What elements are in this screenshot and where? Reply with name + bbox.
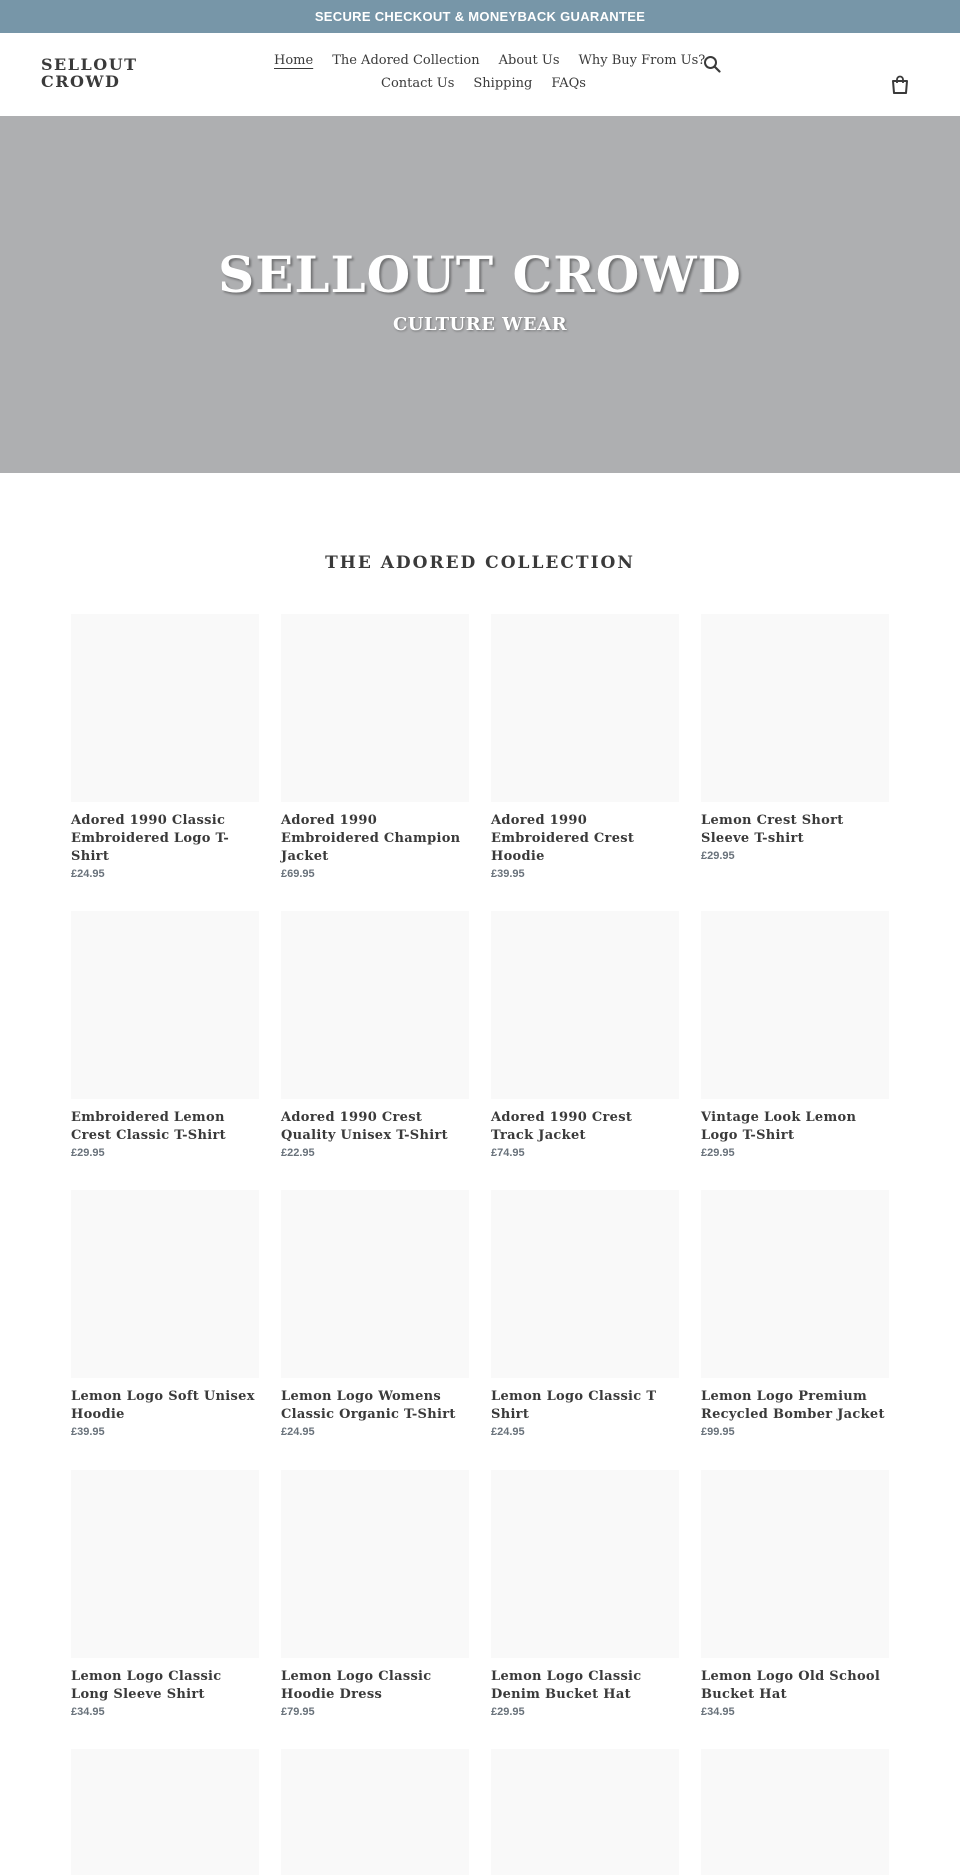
product-price: £99.95	[701, 1426, 735, 1438]
product-name[interactable]: Lemon Logo Womens Classic Organic T-Shirt	[281, 1389, 456, 1422]
product-image[interactable]	[281, 614, 469, 802]
product-card[interactable]	[701, 911, 889, 1159]
product-card[interactable]	[71, 911, 259, 1159]
product-image[interactable]	[701, 1749, 889, 1875]
product-image[interactable]	[71, 1749, 259, 1875]
product-name[interactable]: Adored 1990 Embroidered Champion Jacket	[281, 813, 461, 864]
product-name[interactable]: Adored 1990 Crest Track Jacket	[491, 1110, 633, 1143]
product-card[interactable]	[701, 1749, 889, 1875]
announcement-text: SECURE CHECKOUT & MONEYBACK GUARANTEE	[314, 9, 646, 24]
product-card[interactable]	[491, 1190, 679, 1438]
site-header	[0, 33, 960, 116]
nav-home[interactable]: Home	[274, 53, 314, 68]
product-card[interactable]	[491, 1470, 679, 1718]
hero-title: SELLOUT CROWD	[218, 245, 742, 304]
product-price: £39.95	[491, 868, 525, 880]
search-icon	[703, 55, 721, 73]
product-card[interactable]	[71, 1190, 259, 1438]
product-card[interactable]	[491, 911, 679, 1159]
product-price: £29.95	[71, 1147, 105, 1159]
nav-faqs[interactable]: FAQs	[551, 76, 586, 91]
product-image[interactable]	[701, 614, 889, 802]
product-image[interactable]	[491, 911, 679, 1099]
product-card[interactable]	[281, 1749, 469, 1875]
nav-why-buy[interactable]: Why Buy From Us?	[578, 53, 706, 68]
product-card[interactable]	[281, 1190, 469, 1438]
product-name[interactable]: Lemon Logo Classic Denim Bucket Hat	[491, 1669, 642, 1702]
product-image[interactable]	[71, 1190, 259, 1378]
product-name[interactable]: Lemon Logo Soft Unisex Hoodie	[71, 1389, 255, 1422]
product-image[interactable]	[71, 614, 259, 802]
product-image[interactable]	[491, 1190, 679, 1378]
product-price: £22.95	[281, 1147, 315, 1159]
product-card[interactable]	[281, 614, 469, 880]
product-name[interactable]: Lemon Logo Classic Long Sleeve Shirt	[71, 1669, 222, 1702]
product-image[interactable]	[71, 911, 259, 1099]
product-name[interactable]: Embroidered Lemon Crest Classic T-Shirt	[71, 1110, 226, 1143]
hero-subtitle: CULTURE WEAR	[392, 314, 568, 335]
product-image[interactable]	[491, 1749, 679, 1875]
product-card[interactable]	[491, 1749, 679, 1875]
product-card[interactable]	[281, 911, 469, 1159]
product-card[interactable]	[701, 1190, 889, 1438]
product-name[interactable]: Lemon Logo Premium Recycled Bomber Jacket	[701, 1389, 885, 1422]
product-image[interactable]	[701, 911, 889, 1099]
product-image[interactable]	[71, 1470, 259, 1658]
product-price: £34.95	[71, 1706, 105, 1718]
product-name[interactable]: Lemon Logo Classic T Shirt	[491, 1389, 657, 1422]
site-logo[interactable]: SELLOUT CROWD	[41, 55, 138, 91]
product-image[interactable]	[281, 1749, 469, 1875]
nav-contact-us[interactable]: Contact Us	[381, 76, 455, 91]
product-card[interactable]	[491, 614, 679, 880]
nav-adored-collection[interactable]: The Adored Collection	[332, 53, 480, 68]
product-price: £74.95	[491, 1147, 525, 1159]
product-card[interactable]	[71, 1749, 259, 1875]
product-name[interactable]: Vintage Look Lemon Logo T-Shirt	[701, 1110, 857, 1143]
product-price: £29.95	[701, 1147, 735, 1159]
product-price: £24.95	[491, 1426, 525, 1438]
product-price: £39.95	[71, 1426, 105, 1438]
product-price: £69.95	[281, 868, 315, 880]
product-image[interactable]	[491, 614, 679, 802]
cart-button[interactable]	[891, 75, 909, 95]
product-image[interactable]	[701, 1470, 889, 1658]
product-card[interactable]	[71, 614, 259, 880]
search-button[interactable]	[703, 55, 721, 73]
product-image[interactable]	[281, 911, 469, 1099]
cart-icon	[891, 75, 909, 95]
nav-about-us[interactable]: About Us	[498, 53, 560, 68]
product-price: £34.95	[701, 1706, 735, 1718]
hero-banner	[0, 116, 960, 473]
main-nav-row-2	[381, 76, 586, 91]
product-card[interactable]	[701, 614, 889, 862]
product-name[interactable]: Lemon Logo Old School Bucket Hat	[701, 1669, 881, 1702]
product-card[interactable]	[701, 1470, 889, 1718]
product-name[interactable]: Adored 1990 Crest Quality Unisex T-Shirt	[281, 1110, 448, 1143]
product-image[interactable]	[491, 1470, 679, 1658]
product-image[interactable]	[701, 1190, 889, 1378]
product-price: £24.95	[71, 868, 105, 880]
nav-shipping[interactable]: Shipping	[473, 76, 533, 91]
product-card[interactable]	[71, 1470, 259, 1718]
product-price: £29.95	[701, 850, 735, 862]
product-price: £79.95	[281, 1706, 315, 1718]
product-name[interactable]: Lemon Crest Short Sleeve T-shirt	[701, 813, 844, 846]
announcement-bar	[0, 0, 960, 33]
product-card[interactable]	[281, 1470, 469, 1718]
product-price: £29.95	[491, 1706, 525, 1718]
product-name[interactable]: Adored 1990 Embroidered Crest Hoodie	[491, 813, 635, 864]
product-name[interactable]: Adored 1990 Classic Embroidered Logo T-Shirt	[71, 813, 230, 864]
main-nav-row-1	[274, 53, 705, 68]
collection-title[interactable]: THE ADORED COLLECTION	[325, 553, 635, 573]
product-name[interactable]: Lemon Logo Classic Hoodie Dress	[281, 1669, 432, 1702]
product-image[interactable]	[281, 1470, 469, 1658]
product-image[interactable]	[281, 1190, 469, 1378]
product-price: £24.95	[281, 1426, 315, 1438]
